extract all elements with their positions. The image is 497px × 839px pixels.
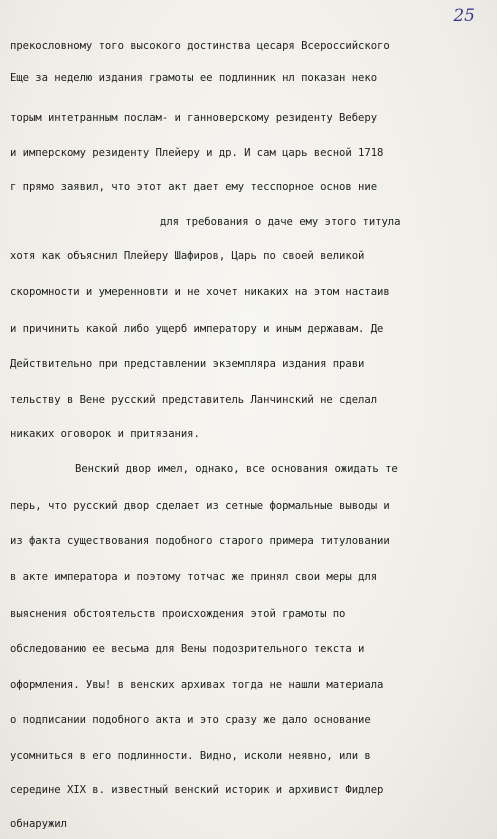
text-line: Еще за неделю издания грамоты ее подлинник нл показан неко	[10, 72, 378, 84]
text-line: никаких оговорок и притязания.	[10, 428, 200, 440]
text-line: для требования о даче ему этого титула	[160, 216, 401, 228]
text-line: прекословному того высокого достинства цесаря Всероссийского	[10, 40, 390, 52]
text-line: из факта существования подобного старого примера титуловании	[10, 535, 390, 547]
text-line: тельству в Вене русский представитель Ланчинский не сделал	[10, 394, 378, 406]
text-line: обследованию ее весьма для Вены подозрительного текста и	[10, 643, 365, 655]
text-line: и имперскому резиденту Плейеру и др. И сам царь весной 1718	[10, 147, 384, 159]
text-line: усомниться в его подлинности. Видно, исколи неявно, или в	[10, 750, 371, 762]
text-line: оформления. Увы! в венских архивах тогда не нашли материала	[10, 679, 384, 691]
text-line: в акте императора и поэтому тотчас же принял свои меры для	[10, 571, 378, 583]
text-line: скоромности и умеренновти и не хочет никаких на этом настаив	[10, 286, 390, 298]
text-line: г прямо заявил, что этот акт дает ему тесспорное основ ние	[10, 181, 378, 193]
text-line: и причинить какой либо ущерб императору и иным державам. Де	[10, 323, 384, 335]
text-line: Действительно при представлении экземпляра издания прави	[10, 358, 365, 370]
text-line: обнаружил	[10, 818, 67, 830]
page-number: 25	[453, 6, 475, 26]
text-line: хотя как объяснил Плейеру Шафиров, Царь по своей великой	[10, 250, 365, 262]
text-line: середине XIX в. известный венский историк и архивист Фидлер	[10, 784, 384, 796]
text-line: Венский двор имел, однако, все основания ожидать те	[75, 463, 398, 475]
text-line: перь, что русский двор сделает из сетные формальные выводы и	[10, 500, 390, 512]
text-line: о подписании подобного акта и это сразу же дало основание	[10, 714, 371, 726]
text-line: торым интетранным послам- и ганноверскому резиденту Веберу	[10, 112, 378, 124]
text-line: выяснения обстоятельств происхождения этой грамоты по	[10, 608, 346, 620]
